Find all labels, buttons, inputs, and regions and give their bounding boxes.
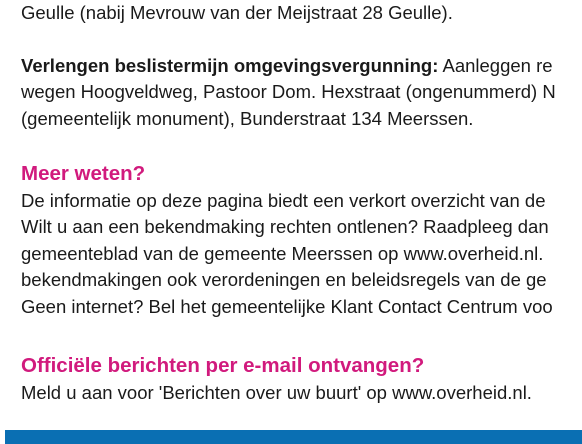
email-text: Meld u aan voor 'Berichten over uw buurt' op www.overheid.nl. [21,382,532,403]
extension-label: Verlengen beslistermijn omgevingsvergunning: [21,55,439,76]
more-info-line-5: Geen internet? Bel het gemeentelijke Klant Contact Centrum voo [21,296,553,317]
email-heading: Officiële berichten per e-mail ontvangen? [21,354,425,377]
more-info-line-3: gemeenteblad van de gemeente Meerssen op www.overheid.nl. [21,243,544,264]
footer-bar [5,430,582,444]
address-text: Geulle (nabij Mevrouw van der Meijstraat 28 Geulle). [21,2,453,23]
extension-paragraph-line-3: (gemeentelijk monument), Bunderstraat 134 Meerssen. [21,108,474,129]
more-info-heading: Meer weten? [21,162,146,185]
more-info-line-1: De informatie op deze pagina biedt een verkort overzicht van de [21,190,546,211]
extension-text: Aanleggen re [438,55,553,76]
extension-paragraph-line-1 [21,53,553,79]
more-info-line-2: Wilt u aan een bekendmaking rechten ontlenen? Raadpleeg dan [21,216,549,237]
more-info-line-4: bekendmakingen ook verordeningen en beleidsregels van de ge [21,269,547,290]
extension-paragraph-line-2: wegen Hoogveldweg, Pastoor Dom. Hexstraat (ongenummerd) N [21,81,556,102]
